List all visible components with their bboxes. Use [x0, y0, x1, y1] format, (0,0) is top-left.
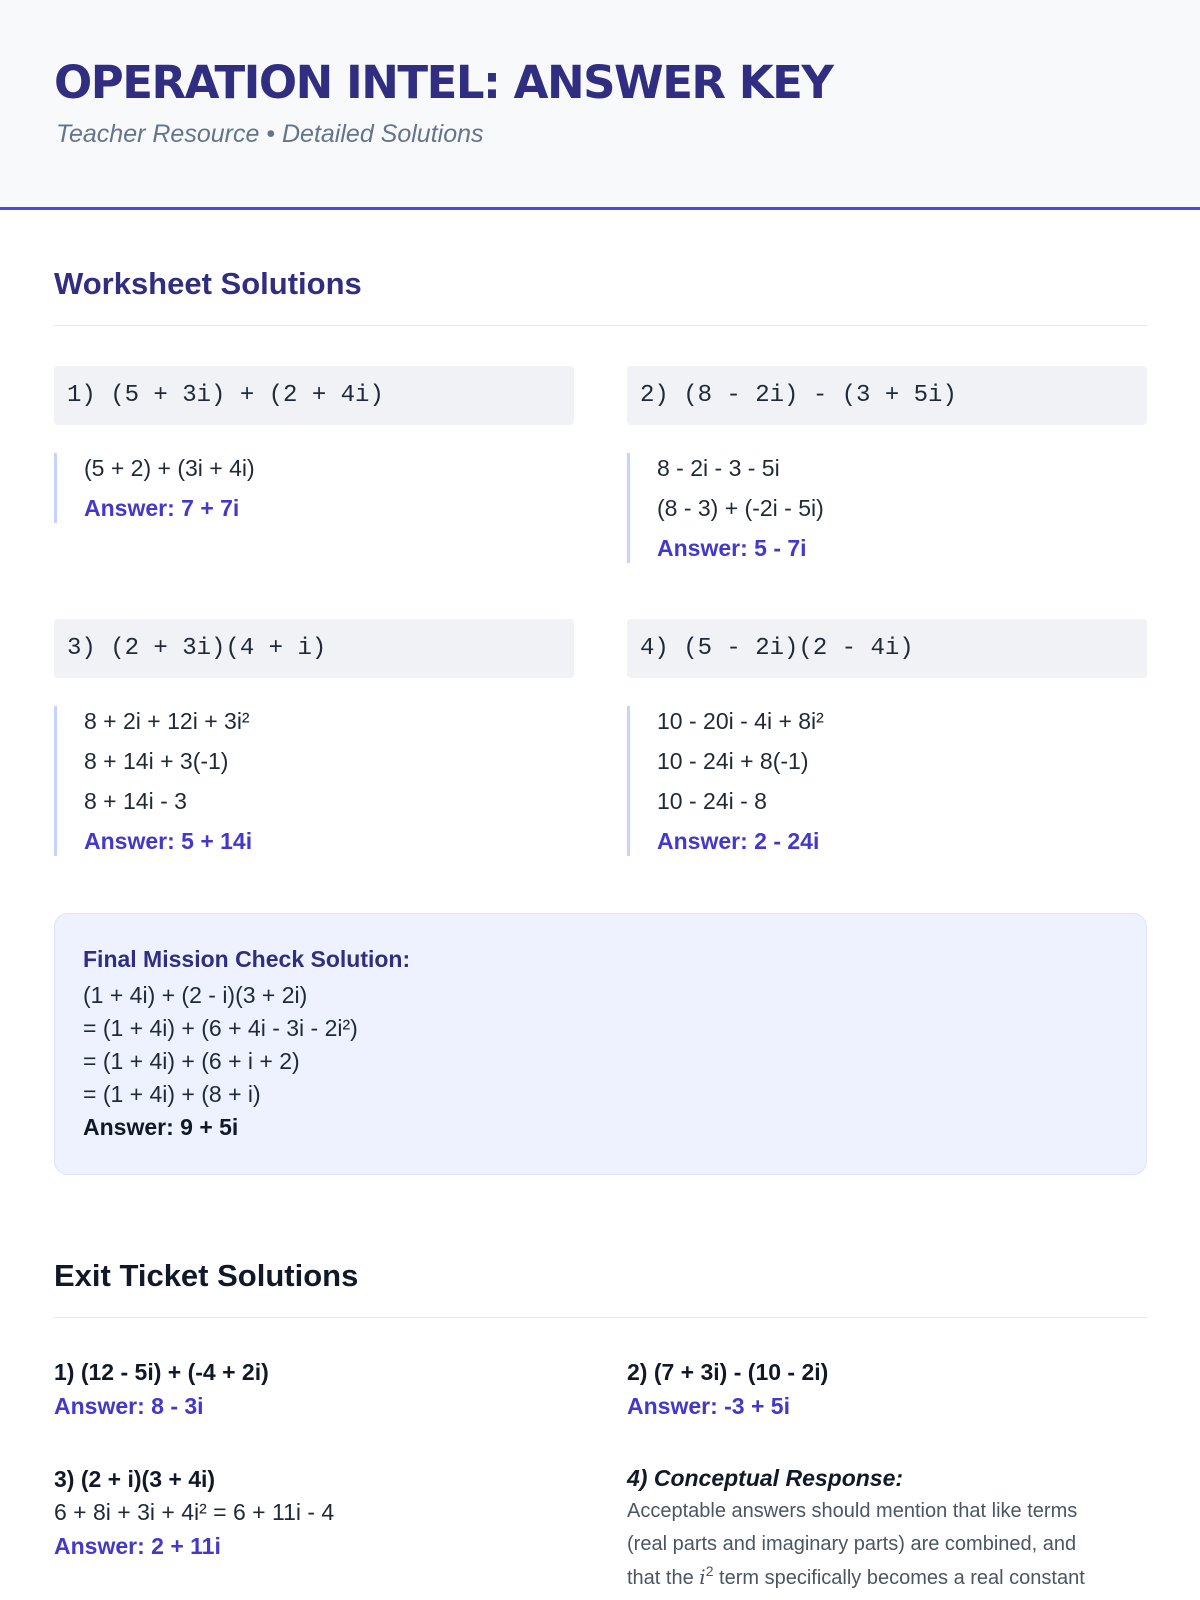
- conceptual-response-line: (real parts and imaginary parts) are combined, and: [627, 1533, 1077, 1555]
- solution-step: 8 + 14i - 3: [84, 788, 187, 814]
- problem-1-prompt: 1) (5 + 3i) + (2 + 4i): [54, 366, 574, 425]
- solution-step: 8 + 2i + 12i + 3i²: [84, 708, 250, 734]
- worksheet-heading: Worksheet Solutions: [54, 266, 362, 301]
- page-header: [0, 0, 1200, 210]
- conceptual-text: term specifically becomes a real constant: [719, 1567, 1085, 1589]
- exit-problem-3-answer: Answer: 2 + 11i: [54, 1533, 221, 1559]
- problem-1-solution: [54, 453, 255, 523]
- exit-problem-1-prompt: 1) (12 - 5i) + (-4 + 2i): [54, 1359, 269, 1385]
- exit-ticket-heading: Exit Ticket Solutions: [54, 1258, 359, 1293]
- exit-problem-3-work: 6 + 8i + 3i + 4i² = 6 + 11i - 4: [54, 1499, 335, 1525]
- solution-step: 10 - 24i + 8(-1): [657, 748, 809, 774]
- section-divider: [54, 1317, 1147, 1318]
- page-title: OPERATION INTEL: ANSWER KEY: [54, 56, 833, 109]
- exponent: 2: [705, 1563, 714, 1579]
- problem-4-prompt: 4) (5 - 2i)(2 - 4i): [627, 619, 1147, 678]
- problem-4-solution: [627, 706, 824, 856]
- final-mission-check-card: [54, 913, 1147, 1175]
- problem-1-answer: Answer: 7 + 7i: [84, 495, 240, 521]
- solution-step: 10 - 20i - 4i + 8i²: [657, 708, 824, 734]
- exit-problem-2-prompt: 2) (7 + 3i) - (10 - 2i): [627, 1359, 829, 1385]
- section-divider: [54, 325, 1147, 326]
- conceptual-response-title: 4) Conceptual Response:: [627, 1465, 904, 1491]
- problem-2-solution: [627, 453, 824, 563]
- solution-step: (8 - 3) + (-2i - 5i): [657, 495, 824, 521]
- problem-3-answer: Answer: 5 + 14i: [84, 828, 253, 854]
- solution-step: 8 - 2i - 3 - 5i: [657, 455, 780, 481]
- exit-problem-2-answer: Answer: -3 + 5i: [627, 1393, 790, 1419]
- final-check-step: = (1 + 4i) + (6 + 4i - 3i - 2i²): [83, 1015, 358, 1041]
- conceptual-response-line: [627, 1565, 1085, 1590]
- page-subtitle: Teacher Resource • Detailed Solutions: [56, 120, 484, 148]
- final-check-step: (1 + 4i) + (2 - i)(3 + 2i): [83, 982, 308, 1008]
- conceptual-text: that the: [627, 1567, 694, 1589]
- problem-3-prompt: 3) (2 + 3i)(4 + i): [54, 619, 574, 678]
- exit-problem-1-answer: Answer: 8 - 3i: [54, 1393, 204, 1419]
- final-check-step: = (1 + 4i) + (6 + i + 2): [83, 1048, 300, 1074]
- problem-2-prompt: 2) (8 - 2i) - (3 + 5i): [627, 366, 1147, 425]
- final-check-answer: Answer: 9 + 5i: [83, 1114, 239, 1140]
- conceptual-response-line: Acceptable answers should mention that like terms: [627, 1500, 1078, 1522]
- problem-2-answer: Answer: 5 - 7i: [657, 535, 807, 561]
- imaginary-unit: i: [699, 1565, 706, 1589]
- solution-step: 8 + 14i + 3(-1): [84, 748, 229, 774]
- problem-3-solution: [54, 706, 252, 856]
- final-check-step: = (1 + 4i) + (8 + i): [83, 1081, 261, 1107]
- final-check-title: Final Mission Check Solution:: [83, 946, 411, 972]
- solution-step: 10 - 24i - 8: [657, 788, 767, 814]
- solution-step: (5 + 2) + (3i + 4i): [84, 455, 255, 481]
- problem-4-answer: Answer: 2 - 24i: [657, 828, 820, 854]
- exit-problem-3-prompt: 3) (2 + i)(3 + 4i): [54, 1466, 216, 1492]
